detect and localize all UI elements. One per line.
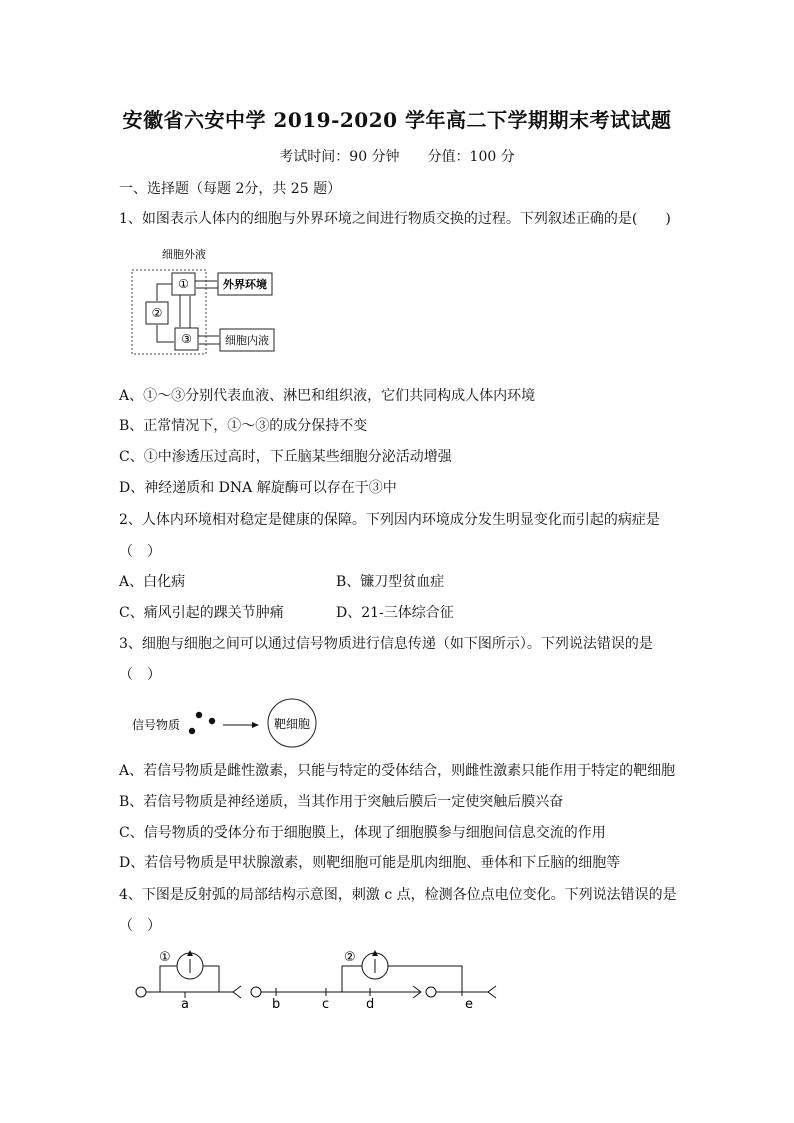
q2-option-b: B、镰刀型贫血症: [336, 574, 445, 590]
synapse-end: [413, 986, 421, 992]
q3-option-a: A、若信号物质是雌性激素，只能与特定的受体结合，则雌性激素只能作用于特定的靶细胞: [119, 763, 676, 779]
q3-option-d: D、若信号物质是甲状腺激素，则靶细胞可能是肌肉细胞、垂体和下丘脑的细胞等: [119, 855, 621, 871]
arrow-head: [252, 722, 259, 728]
q3-paren: （ ）: [119, 667, 161, 683]
box-1-label: ①: [178, 277, 189, 291]
q4-reflex-arc-diagram: [128, 944, 508, 1016]
q2-paren: （ ）: [119, 544, 161, 560]
synapse-end: [488, 992, 496, 998]
point-a-label: a: [181, 997, 189, 1012]
q1-stem: 1、如图表示人体内的细胞与外界环境之间进行物质交换的过程。下列叙述正确的是( ): [119, 211, 671, 227]
neuron-body: [426, 987, 436, 997]
q2-option-c: C、痛风引起的踝关节肿痛: [119, 605, 284, 621]
neuron-body: [251, 987, 261, 997]
point-b-label: b: [272, 997, 281, 1012]
synapse-end: [233, 986, 241, 992]
box-2-label: ②: [151, 306, 163, 320]
q1-option-c: C、①中渗透压过高时，下丘脑某些细胞分泌活动增强: [119, 449, 452, 465]
box-3-label: ③: [181, 332, 192, 346]
synapse-end: [233, 992, 241, 998]
target-cell-label: 靶细胞: [273, 717, 311, 731]
meter-2-label: ②: [344, 950, 356, 965]
signal-dot: [209, 718, 215, 724]
signal-substance-label: 信号物质: [132, 718, 181, 732]
point-c-label: c: [322, 997, 330, 1012]
q3-diagram: [128, 693, 328, 751]
point-e-label: e: [465, 997, 473, 1012]
q1-option-a: A、①～③分别代表血液、淋巴和组织液，它们共同构成人体内环境: [119, 388, 536, 404]
signal-dot: [189, 728, 195, 734]
q4-stem: 4、下图是反射弧的局部结构示意图，刺激 c 点，检测各位点电位变化。下列说法错误的是: [119, 887, 677, 903]
signal-dot: [196, 712, 202, 718]
q4-paren: （ ）: [119, 918, 161, 934]
q3-stem: 3、细胞与细胞之间可以通过信号物质进行信息传递（如下图所示）。下列说法错误的是: [119, 636, 653, 652]
external-env-label: 外界环境: [223, 278, 267, 291]
q3-option-c: C、信号物质的受体分布于细胞膜上，体现了细胞膜参与细胞间信息交流的作用: [119, 825, 606, 841]
synapse-end: [413, 992, 421, 998]
q2-option-d: D、21-三体综合征: [336, 605, 454, 621]
q2-option-a: A、白化病: [119, 574, 186, 590]
page-title: 安徽省六安中学 2019-2020 学年高二下学期期末考试试题: [122, 108, 672, 132]
point-d-label: d: [366, 997, 375, 1012]
exam-info: 考试时间：90 分钟 分值：100 分: [279, 149, 515, 165]
q1-diagram: [120, 240, 290, 365]
q1-label-extracellular: 细胞外液: [162, 248, 206, 261]
synapse-end: [488, 986, 496, 992]
q2-stem: 2、人体内环境相对稳定是健康的保障。下列因内环境成分发生明显变化而引起的病症是: [119, 512, 660, 528]
meter-1-label: ①: [159, 950, 171, 965]
q1-option-d: D、神经递质和 DNA 解旋酶可以存在于③中: [119, 480, 397, 496]
q3-option-b: B、若信号物质是神经递质，当其作用于突触后膜后一定使突触后膜兴奋: [119, 794, 564, 810]
neuron-body: [136, 987, 146, 997]
section-heading: 一、选择题（每题 2分，共 25 题）: [119, 181, 342, 197]
q1-option-b: B、正常情况下，①～③的成分保持不变: [119, 418, 368, 434]
intracellular-label: 细胞内液: [225, 334, 269, 347]
